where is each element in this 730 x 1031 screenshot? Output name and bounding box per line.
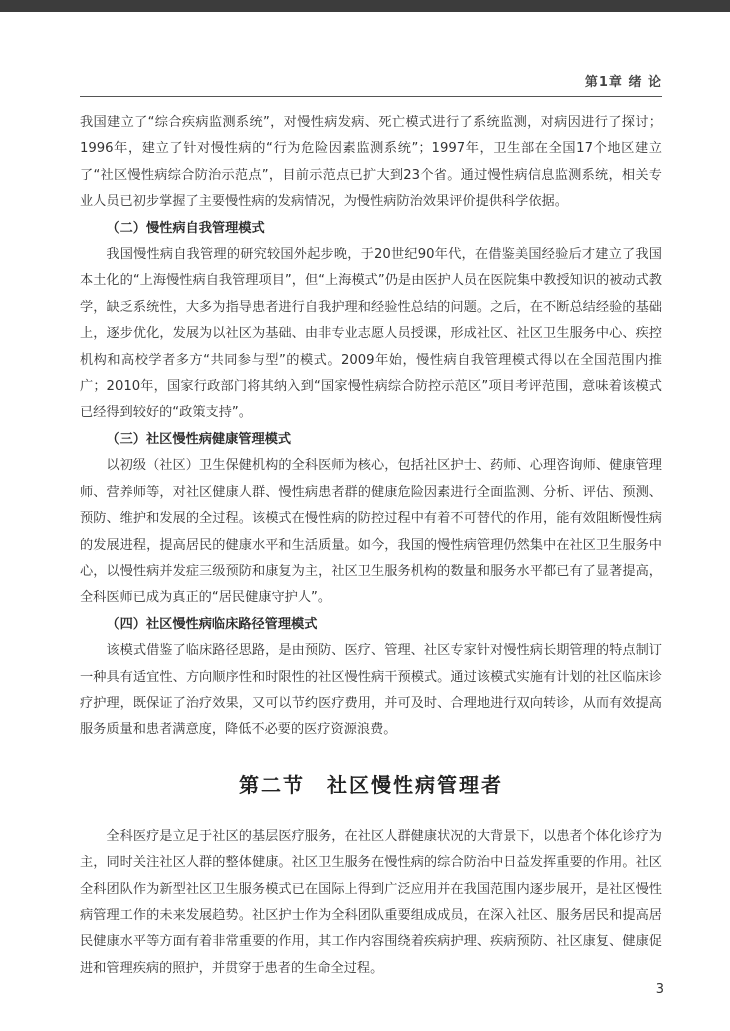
section-name: 社区慢性病管理者 [327,772,503,797]
section-number: 第二节 [239,772,305,797]
header-rule [80,96,662,97]
body-text [80,110,662,982]
closing-paragraph: 全科医疗是立足于社区的基层医疗服务，在社区人群健康状况的大背景下，以患者个体化诊疗为主，同时关注社区人群的整体健康。社区卫生服务在慢性病的综合防治中日益发挥重要的作用。社区全科团队作为新型社区卫生服务模式已在国际上得到广泛应用并在我国范围内逐步展开，是社区慢性病管理工作的未来发展趋势。社区护士作为全科团队重要组成成员，在深入社区、服务居民和提高居民健康水平等方面有着非常重要的作用，其工作内容围绕着疾病护理、疾病预防、社区康复、健康促进和管理疾病的照护，并贯穿于患者的生命全过程。 [80,828,662,976]
subheading-self-management: （二）慢性病自我管理模式 [106,220,265,236]
top-edge-bar [0,0,730,12]
paragraph-self-management: 我国慢性病自我管理的研究较国外起步晚，于20世纪90年代，在借鉴美国经验后才建立了我国本土化的“上海慢性病自我管理项目”，但“上海模式”仍是由医护人员在医院集中教授知识的被动式教学，缺乏系统性，大多为指导患者进行自我护理和经验性总结的问题。之后，在不断总结经验的基础上，逐步优化，发展为以社区为基础、由非专业志愿人员授课，形成社区、社区卫生服务中心、疾控机构和高校学者多方“共同参与型”的模式。2009年始，慢性病自我管理模式得以在全国范围内推广；2010年，国家行政部门将其纳入到“国家慢性病综合防控示范区”项目考评范围，意味着该模式已经得到较好的“政策支持”。 [80,247,662,421]
running-header: 第1章 绪 论 [584,75,662,90]
subheading-health-management: （三）社区慢性病健康管理模式 [106,431,292,447]
paragraph-health-management: 以初级（社区）卫生保健机构的全科医师为核心，包括社区护士、药师、心理咨询师、健康管理师、营养师等，对社区健康人群、慢性病患者群的健康危险因素进行全面监测、分析、评估、预测、预防、维护和发展的全过程。该模式在慢性病的防控过程中有着不可替代的作用，能有效阻断慢性病的发展进程，提高居民的健康水平和生活质量。如今，我国的慢性病管理仍然集中在社区卫生服务中心，以慢性病并发症三级预防和康复为主，社区卫生服务机构的数量和服务水平都已有了显著提高，全科医师已成为真正的“居民健康守护人”。 [80,458,662,606]
intro-paragraph: 我国建立了“综合疾病监测系统”，对慢性病发病、死亡模式进行了系统监测，对病因进行了探讨；1996年，建立了针对慢性病的“行为危险因素监测系统”；1997年，卫生部在全国17个地区建立了“社区慢性病综合防治示范点”，目前示范点已扩大到23个省。通过慢性病信息监测系统，相关专业人员已初步掌握了主要慢性病的发病情况，为慢性病防治效果评价提供科学依据。 [80,115,662,210]
paragraph-clinical-pathway: 该模式借鉴了临床路径思路，是由预防、医疗、管理、社区专家针对慢性病长期管理的特点制订一种具有适宜性、方向顺序性和时限性的社区慢性病干预模式。通过该模式实施有计划的社区临床诊疗护理，既保证了治疗效果，又可以节约医疗费用，并可及时、合理地进行双向转诊，从而有效提高服务质量和患者满意度，降低不必要的医疗资源浪费。 [80,643,662,738]
subheading-clinical-pathway: （四）社区慢性病临床路径管理模式 [106,616,318,632]
page-number: 3 [655,982,664,997]
section-title [80,767,662,803]
